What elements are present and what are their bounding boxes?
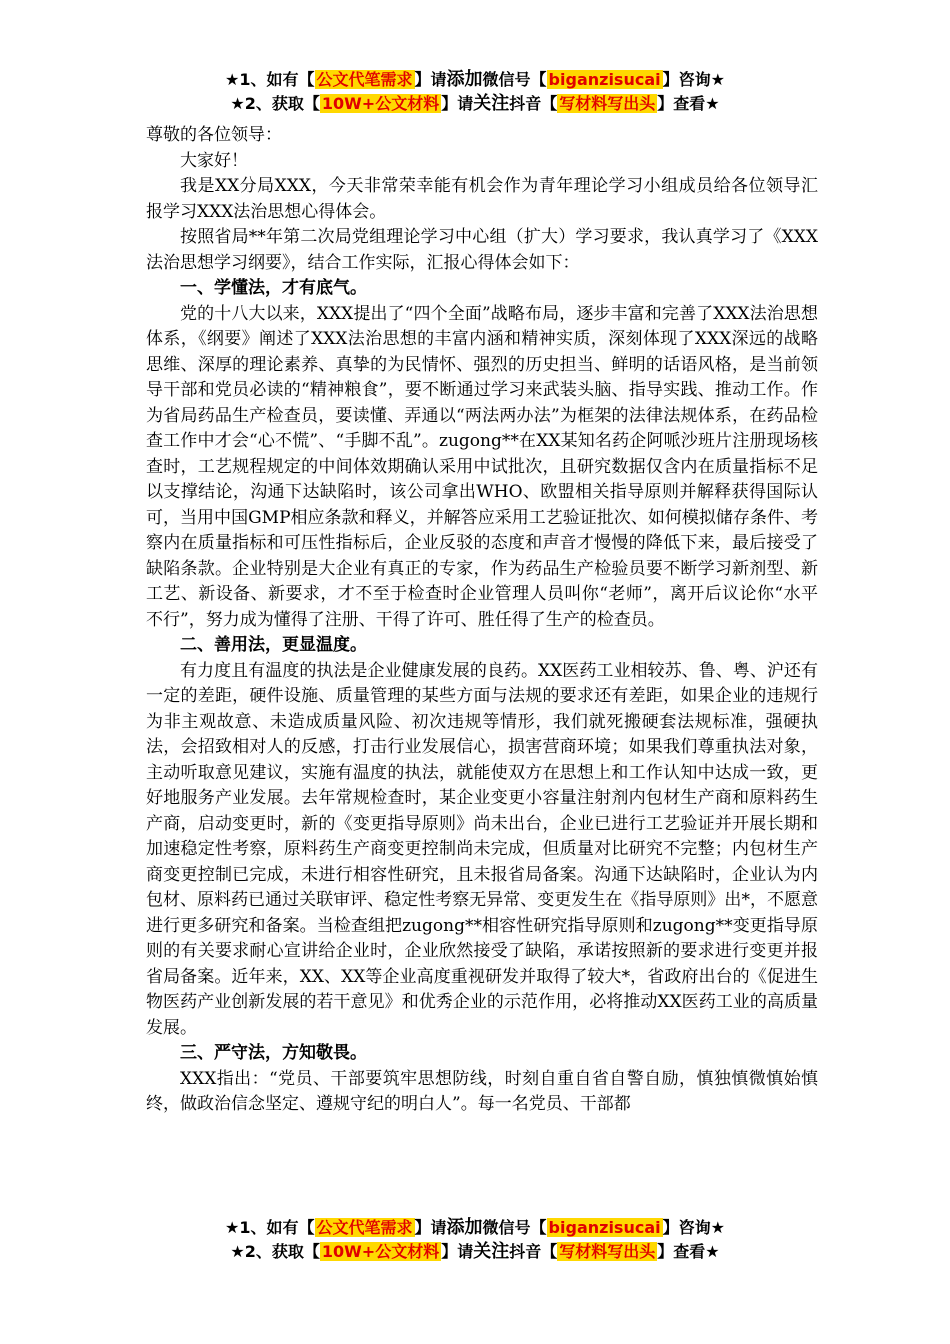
banner-highlight: 公文代笔需求 (316, 70, 413, 89)
banner-line-1: ★1、如有【 公文代笔需求 】请添加微信号【 biganzisucai 】咨询★ (225, 69, 725, 90)
banner-highlight: 10W+公文材料 (321, 1242, 440, 1261)
section-heading-1: 一、学懂法，才有底气。 (180, 278, 367, 298)
section-paragraph-2: 有力度且有温度的执法是企业健康发展的良药。XX医药工业相较苏、鲁、粤、沪还有一定的差距，硬件设施、质量管理的某些方面与法规的要求还有差距，如果企业的违规行为非主观故意、未造成质量风险、初次违规等情形，我们就死搬硬套法规标准，强硬执法，会招致相对人的反感，打击行业发展信心，损害营商环境；如果我们尊重执法对象，主动听取意见建议，实施有温度的执法，就能使双方在思想上和工作认知中达成一致，更好地服务产业发展。去年常规检查时，某企业变更小容量注射剂内包材生产商和原料药生产商，启动变更时，新的《变更指导原则》尚未出台，企业已进行工艺验证并开展长期和加速稳定性考察，原料药生产商变更控制尚未完成，但质量对比研究不完整；内包材生产商变更控制已完成，未进行相容性研究，且未报省局备案。沟通下达缺陷时，企业认为内包材、原料药已通过关联审评、稳定性考察无异常、变更发生在《指导原则》出*，不愿意进行更多研究和备案。当检查组把zugong**相容性研究指导原则和zugong**变更指导原则的有关要求耐心宣讲给企业时，企业欣然接受了缺陷，承诺按照新的要求进行变更并报省局备案。近年来，XX、XX等企业高度重视研发并取得了较大*，省政府出台的《促进生物医药产业创新发展的若干意见》和优秀企业的示范作用，必将推动XX医药工业的高质量发展。 (146, 660, 818, 1038)
banner-highlight: 10W+公文材料 (321, 94, 440, 113)
banner-line-2: ★2、获取【 10W+公文材料 】请关注抖音【 写材料写出头 】查看★ (230, 93, 720, 114)
salutation: 尊敬的各位领导： (146, 125, 282, 145)
greeting: 大家好！ (180, 150, 248, 171)
section-heading-3: 三、严守法，方知敬畏。 (180, 1043, 367, 1063)
section-paragraph-3: XXX指出：“党员、干部要筑牢思想防线，时刻自重自省自警自励，慎独慎微慎始慎终，做政治信念坚定、遵规守纪的明白人”。每一名党员、干部都 (146, 1068, 818, 1114)
bottom-banner (0, 1216, 950, 1264)
banner-line-1: ★1、如有【 公文代笔需求 】请添加微信号【 biganzisucai 】咨询★ (225, 1217, 725, 1238)
intro-paragraph-1: 我是XX分局XXX，今天非常荣幸能有机会作为青年理论学习小组成员给各位领导汇报学习XXX法治思想心得体会。 (146, 176, 818, 222)
banner-wechat-id: biganzisucai (548, 1218, 661, 1237)
top-banner (0, 68, 950, 116)
banner-line-2: ★2、获取【 10W+公文材料 】请关注抖音【 写材料写出头 】查看★ (230, 1241, 720, 1262)
section-paragraph-1: 党的十八大以来，XXX提出了“四个全面”战略布局，逐步丰富和完善了XXX法治思想体系，《纲要》阐述了XXX法治思想的丰富内涵和精神实质，深刻体现了XXX深远的战略思维、深厚的理论素养、真挚的为民情怀、强烈的历史担当、鲜明的话语风格，是当前领导干部和党员必读的“精神粮食”，要不断通过学习来武装头脑、指导实践、推动工作。作为省局药品生产检查员，要读懂、弄通以“两法两办法”为框架的法律法规体系，在药品检查工作中才会“心不慌”、“手脚不乱”。zugong**在XX某知名药企阿哌沙班片注册现场核查时，工艺规程规定的中间体效期确认采用中试批次，且研究数据仅含内在质量指标不足以支撑结论，沟通下达缺陷时，该公司拿出WHO、欧盟相关指导原则并解释获得国际认可，当用中国GMP相应条款和释义，并解答应采用工艺验证批次、如何模拟储存条件、考察内在质量指标和可压性指标后，企业反驳的态度和声音才慢慢的降低下来，最后接受了缺陷条款。企业特别是大企业有真正的专家，作为药品生产检验员要不断学习新剂型、新工艺、新设备、新要求，才不至于检查时企业管理人员叫你“老师”，离开后议论你“水平不行”，努力成为懂得了注册、干得了许可、胜任得了生产的检查员。 (146, 303, 818, 630)
document-body (146, 123, 818, 1118)
banner-wechat-id: biganzisucai (548, 70, 661, 89)
banner-douyin-name: 写材料写出头 (559, 94, 656, 113)
banner-douyin-name: 写材料写出头 (559, 1242, 656, 1261)
banner-highlight: 公文代笔需求 (316, 1218, 413, 1237)
intro-paragraph-2: 按照省局**年第二次局党组理论学习中心组（扩大）学习要求，我认真学习了《XXX法治思想学习纲要》，结合工作实际，汇报心得体会如下： (146, 227, 818, 273)
section-heading-2: 二、善用法，更显温度。 (180, 635, 367, 655)
